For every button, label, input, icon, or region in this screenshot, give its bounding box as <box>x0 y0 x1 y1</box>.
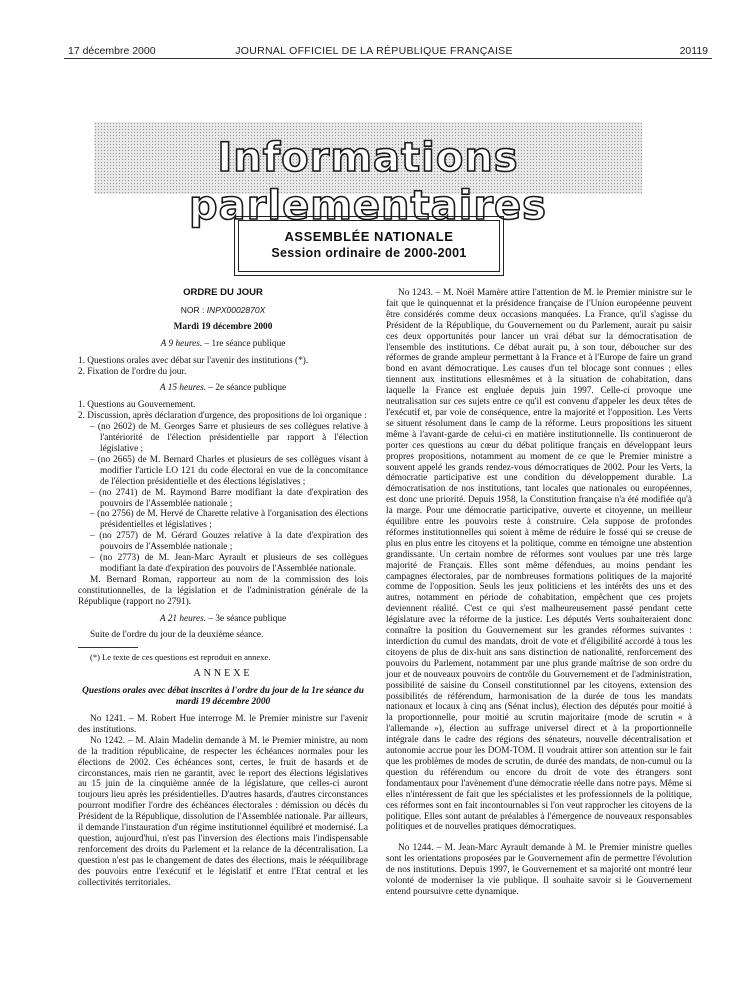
nor-label: NOR : <box>180 304 207 315</box>
bill-list-item: – (no 2602) de M. Georges Sarre et plusieurs de ses collègues relative à l'antériorité de l'élection présidentielle par rapport à l'élection législative ; <box>90 422 368 454</box>
bill-list-item: – (no 2773) de M. Jean-Marc Ayrault et plusieurs de ses collègues modifiant la date d'expiration des pouvoirs de l'Assemblée nationale. <box>90 553 368 574</box>
footnote-rule <box>78 647 138 648</box>
annexe-title: ANNEXE <box>193 668 253 680</box>
question-1244: No 1244. – M. Jean-Marc Ayrault demande à M. le Premier ministre quelles sont les orientations proposées par le Gouvernement afin de permettre l'évolution de nos institutions. Depuis 1997, le Gouvernement et sa majorité ont montré leur volonté de moderniser la vie publique. Il souhaite savoir si le Gouvernement entend poursuivre cette dynamique. <box>386 843 692 897</box>
seance-3-time: A 21 heures. <box>159 613 207 624</box>
seance-1-item: 1. Questions orales avec débat sur l'avenir des institutions (*). <box>78 355 309 366</box>
nor-code: INPX0002870X <box>206 304 266 315</box>
assembly-name: ASSEMBLÉE NATIONALE <box>284 229 454 244</box>
seance-3-label: – 3e séance publique <box>206 613 287 624</box>
seance-2-item: 1. Questions au Gouvernement. <box>78 400 196 411</box>
seance-1-label: – 1re séance publique <box>202 338 286 349</box>
seance-2-label: – 2e séance publique <box>206 383 287 394</box>
seance-3-item: Suite de l'ordre du jour de la deuxième séance. <box>90 630 264 641</box>
nor-reference <box>78 305 368 316</box>
header-date: 17 décembre 2000 <box>68 45 156 57</box>
session-date: Mardi 19 décembre 2000 <box>173 321 273 332</box>
question-1241: No 1241. – M. Robert Hue interroge M. le Premier ministre sur l'avenir des institutions. <box>78 714 368 735</box>
bill-list-item: – (no 2665) de M. Bernard Charles et plusieurs de ses collègues visant à modifier l'article LO 121 du code électoral en vue de la concomitance de l'élection présidentielle et des élections législatives ; <box>90 454 368 487</box>
footnote: (*) Le texte de ces questions est reproduit en annexe. <box>90 652 271 663</box>
agenda-heading: ORDRE DU JOUR <box>183 287 263 298</box>
seance-1-item: 2. Fixation de l'ordre du jour. <box>78 366 187 377</box>
bill-list-item: – (no 2741) de M. Raymond Barre modifiant la date d'expiration des pouvoirs de l'Assemblée nationale ; <box>90 487 368 509</box>
rapporteur-paragraph: M. Bernard Roman, rapporteur au nom de la commission des lois constitutionnelles, de la législation et de l'administration générale de la République (rapport no 2791). <box>78 574 368 607</box>
question-1242: No 1242. – M. Alain Madelin demande à M. le Premier ministre, au nom de la tradition républicaine, de respecter les échéances normales pour les élections de 2002. Ces échéances sont, certes, le fruit de hasards et de circonstances, mais rien ne garantit, avec le report des élections législatives au 15 juin de la cinquième année de la législature, que celles-ci auront toujours lieu après les présidentielles. D'autres hasards, d'autres circonstances pourront modifier l'ordre des échéances électorales : démission ou décès du Président de la République, dissolution de l'Assemblée nationale. Par ailleurs, il demande l'instauration d'un régime institutionnel équilibré et modernisé. La question, aujourd'hui, n'est pas l'inversion des élections mais l'indispensable renforcement des droits du Parlement et la relance de la décentralisation. La question n'est pas le changement de dates des élections, mais le rééquilibrage des pouvoirs entre l'exécutif et le législatif et entre l'Etat central et les collectivités territoriales. <box>78 735 368 888</box>
left-column <box>78 288 368 889</box>
annexe-subtitle: Questions orales avec débat inscrites à l'ordre du jour de la 1re séance du mardi 19 décembre 2000 <box>82 686 364 708</box>
right-column <box>386 288 692 898</box>
header-journal-title: JOURNAL OFFICIEL DE LA RÉPUBLIQUE FRANÇAISE <box>235 45 513 57</box>
banner-title: Informations parlementaires <box>189 135 547 229</box>
seance-1-heading <box>78 339 368 350</box>
header-rule <box>64 58 712 59</box>
seance-1-time: A 9 heures. <box>160 338 203 349</box>
header-page-number: 20119 <box>679 45 708 57</box>
session-label: Session ordinaire de 2000-2001 <box>271 246 467 260</box>
bill-list-item: – (no 2757) de M. Gérard Gouzes relative à la date d'expiration des pouvoirs de l'Assemblée nationale ; <box>90 531 368 553</box>
bill-list-item: – (no 2756) de M. Hervé de Charette relative à l'organisation des élections présidentielles et législatives ; <box>90 509 368 531</box>
seance-2-item: 2. Discussion, après déclaration d'urgence, des propositions de loi organique : <box>78 411 367 422</box>
assembly-box <box>238 220 500 272</box>
question-1243: No 1243. – M. Noël Mamère attire l'attention de M. le Premier ministre sur le fait que le quinquennat et la présidence française de l'Union européenne peuvent être considérés comme deux occasions manquées. La France, qu'il s'agisse du Président de la République, du Gouvernement ou du Parlement, aurait pu saisir ces deux opportunités pour lancer un vrai débat sur la démocratisation de l'ensemble des institutions. Ce débat aurait pu, à son tour, déboucher sur des réformes de grande ampleur permettant à la France et à l'Europe de faire un grand bond en avant démocratique. Les causes d'un tel blocage sont connues ; elles tiennent aux institutions ellesmêmes et à la situation de cohabitation, dans laquelle la France est engluée depuis juin 1997. Celle-ci provoque une neutralisation sur ces sujets entre ce qu'il est convenu d'appeler les deux têtes de l'exécutif et, par voie de conséquence, entre la majorité et l'opposition. Les Verts se situent résolument dans le camp de la réforme. Leurs propositions les situent même à l'avant-garde de celui-ci en matière institutionnelle. Ils continueront de porter ces questions au cœur du débat politique français en développant leurs propres propositions, notamment au moment de ce que le Premier ministre a souvent appelé les grands rendez-vous démocratiques de 2002. Pour les Verts, la démocratie participative est une condition du développement durable. La démocratisation de nos institutions, tant locales que nationales ou européennes, est donc une priorité. Depuis 1958, la Constitution française n'a été modifiée qu'à la marge. Pour une démocratie participative, ouverte et citoyenne, un meilleur équilibre entre les pouvoirs reste à construire. Cela suppose de profondes réformes institutionnelles qui soient à même de réduire le fossé qui se creuse de plus en plus entre les citoyens et la politique, comme en témoigne une abstention grandissante. Un certain nombre de réformes sont voulues par une très large majorité de Français. Elles sont même défendues, au moins pendant les campagnes électorales, par de nombreuses formations politiques de la majorité comme de l'opposition. Seuls les jeux politiciens et les intérêts des uns et des autres, notamment en période de cohabitation, empêchent que ces projets deviennent réalité. C'est ce qui s'est malheureusement passé pendant cette législature avec la réforme de la justice. Les députés Verts souhaiteraient donc connaître la position du Gouvernement sur les grandes réformes suivantes : interdiction du cumul des mandats, droit de vote et d'éligibilité accordé à tous les citoyens de plus de dix-huit ans sans distinction de nationalité, renforcement des pouvoirs du Parlement, notamment par une plus grande maîtrise de son ordre du jour et de nouveaux pouvoirs de contrôle du Gouvernement et de l'administration, possibilité de saisine du Conseil constitutionnel par les citoyens, extension des possibilités de référendum, harmonisation de la durée de tous les mandats nationaux et locaux à cinq ans (Sénat inclus), élection des députés pour moitié à la proportionnelle, pour moitié au scrutin majoritaire (mode de scrutin « à l'allemande »), élection au suffrage universel direct et à la proportionnelle intégrale dans le cadre des régions des sénateurs, nouvelle décentralisation et autonomie accrue pour les DOM-TOM. Il voudrait attirer son attention sur le fait que les problèmes de modes de scrutin, de durée des mandats, de non-cumul ou la question du référendum ou encore du droit de vote des étrangers sont fondamentaux pour l'avènement d'une démocratie réelle dans notre pays. Même si elles n'intéressent de fait que les spécialistes et les professionnels de la politique, ces réformes sont en fait incontournables si l'on veut rapprocher les citoyens de la politique. Elles sont autant de préalables à l'émergence de nouveaux responsables politiques et de nouvelles pratiques démocratiques. <box>386 288 692 833</box>
seance-2-time: A 15 heures. <box>159 383 207 394</box>
seance-3-heading <box>78 614 368 625</box>
seance-2-heading <box>78 383 368 394</box>
